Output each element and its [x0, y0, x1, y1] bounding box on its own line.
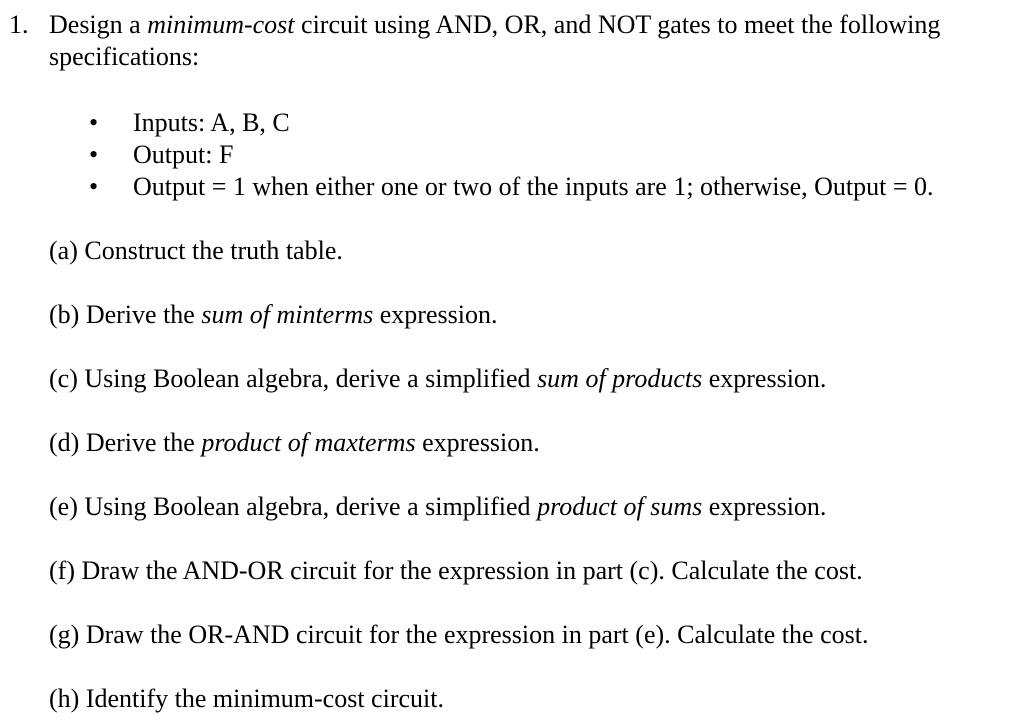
part-text-before: Derive the — [85, 300, 202, 329]
bullet-icon: • — [89, 140, 99, 169]
part-item-b — [49, 299, 497, 331]
part-text — [84, 492, 826, 521]
part-letter: (f) — [49, 556, 75, 585]
specification-text: Output = 1 when either one or two of the inputs are 1; otherwise, Output = 0. — [133, 172, 934, 201]
part-letter: (h) — [49, 684, 80, 713]
problem-text-italic: minimum-cost — [147, 10, 295, 39]
part-letter: (d) — [49, 428, 80, 457]
specification-text: Output: F — [133, 140, 234, 169]
part-text-before: Using Boolean algebra, derive a simplified — [84, 364, 538, 393]
part-item-c — [49, 363, 826, 395]
bullet-icon: • — [89, 108, 99, 137]
part-text — [84, 236, 343, 265]
part-item-g — [49, 619, 868, 651]
part-letter: (g) — [49, 620, 80, 649]
part-text — [86, 684, 444, 713]
part-text-after: expression. — [373, 300, 498, 329]
part-text-before: Construct the truth table. — [84, 236, 343, 265]
part-letter: (a) — [49, 236, 78, 265]
problem-text-before: Design a — [49, 10, 148, 39]
bullet-icon: • — [89, 172, 99, 201]
part-letter: (c) — [49, 364, 78, 393]
part-text-after: expression. — [702, 364, 827, 393]
part-text-italic: product of sums — [537, 492, 703, 521]
problem-number: 1. — [9, 10, 29, 39]
part-text — [81, 556, 862, 585]
part-text-before: Draw the OR-AND circuit for the expression in part (e). Calculate the cost. — [85, 620, 869, 649]
part-text-before: Draw the AND-OR circuit for the expression in part (c). Calculate the cost. — [81, 556, 863, 585]
part-text — [86, 428, 540, 457]
part-text-italic: product of maxterms — [201, 428, 416, 457]
problem-statement — [9, 9, 1019, 73]
part-text — [86, 620, 869, 649]
part-item-f — [49, 555, 863, 587]
part-text-after: expression. — [702, 492, 827, 521]
part-text — [84, 364, 826, 393]
part-text — [86, 300, 498, 329]
part-text-before: Identify the minimum-cost circuit. — [85, 684, 444, 713]
part-item-a — [49, 235, 343, 267]
part-text-before: Using Boolean algebra, derive a simplified — [84, 492, 538, 521]
part-text-italic: sum of products — [537, 364, 703, 393]
part-text-before: Derive the — [85, 428, 202, 457]
part-text-italic: sum of minterms — [201, 300, 374, 329]
part-item-d — [49, 427, 540, 459]
part-letter: (e) — [49, 492, 78, 521]
part-letter: (b) — [49, 300, 80, 329]
part-item-h — [49, 683, 444, 715]
problem-text — [49, 9, 1019, 73]
part-text-after: expression. — [415, 428, 540, 457]
problem-text-after: circuit using AND, OR, and NOT gates to meet the following specifications: — [49, 10, 941, 71]
specification-text: Inputs: A, B, C — [133, 108, 290, 137]
part-item-e — [49, 491, 826, 523]
